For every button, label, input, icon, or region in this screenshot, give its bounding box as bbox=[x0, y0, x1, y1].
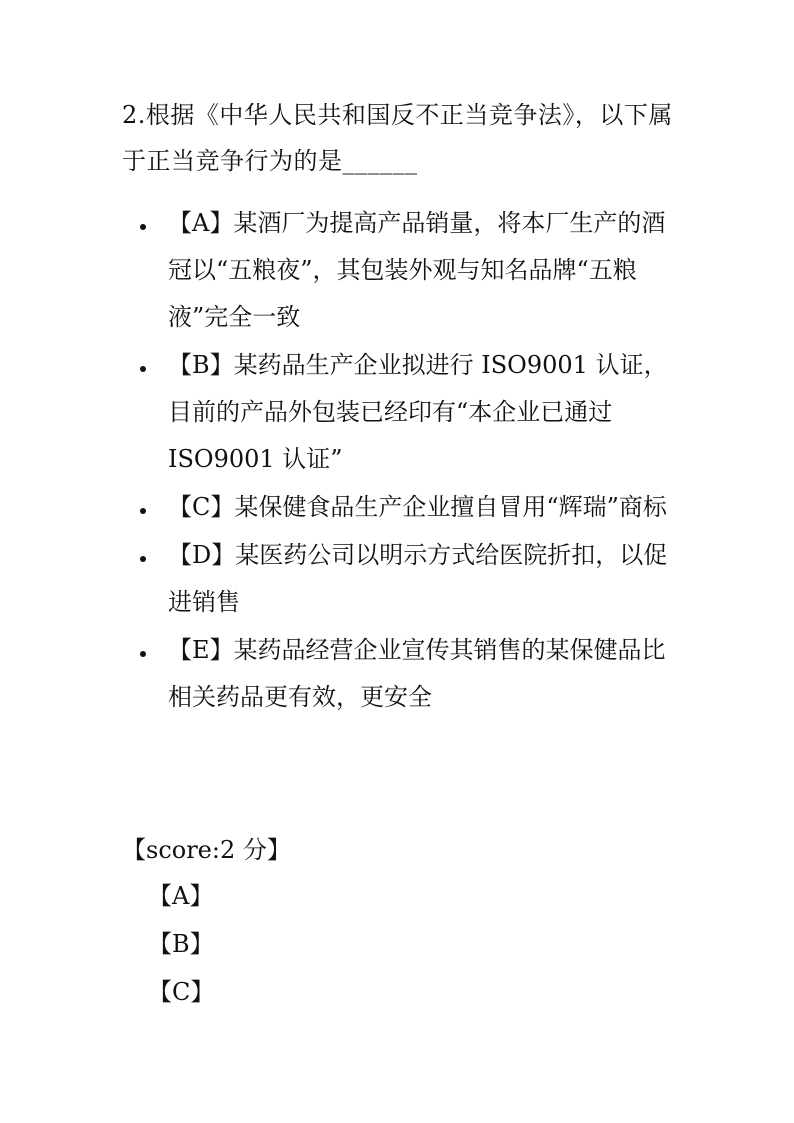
option-a bbox=[140, 200, 680, 341]
option-label: 【B】某药品生产企业拟进行 ISO9001 认证，目前的产品外包装已经印有“本企业已通过 ISO9001 认证” bbox=[168, 351, 668, 473]
question-text: 2.根据《中华人民共和国反不正当竞争法》，以下属于正当竞争行为的是______ bbox=[122, 101, 673, 175]
option-label: 【D】某医药公司以明示方式给医院折扣，以促进销售 bbox=[168, 541, 668, 616]
option-e bbox=[140, 627, 680, 721]
answer-item-b: 【B】 bbox=[148, 930, 214, 958]
option-b bbox=[140, 342, 680, 483]
answer-item-c: 【C】 bbox=[148, 978, 215, 1006]
answer-item-a: 【A】 bbox=[148, 882, 214, 910]
option-label: 【C】某保健食品生产企业擅自冒用“辉瑞”商标 bbox=[168, 493, 667, 521]
answer-list bbox=[148, 876, 214, 1020]
bullet-icon bbox=[140, 651, 146, 657]
options-list bbox=[140, 200, 680, 721]
bullet-icon bbox=[140, 556, 146, 562]
bullet-icon bbox=[140, 508, 146, 514]
bullet-icon bbox=[140, 366, 146, 372]
option-c bbox=[140, 484, 680, 531]
score-label: 【score:2 分】 bbox=[122, 836, 291, 864]
bullet-icon bbox=[140, 224, 146, 230]
option-d bbox=[140, 532, 680, 626]
option-label: 【A】某酒厂为提高产品销量，将本厂生产的酒冠以“五粮夜”，其包装外观与知名品牌“五粮液”完全一致 bbox=[168, 209, 666, 331]
option-label: 【E】某药品经营企业宣传其销售的某保健品比相关药品更有效，更安全 bbox=[168, 636, 666, 711]
